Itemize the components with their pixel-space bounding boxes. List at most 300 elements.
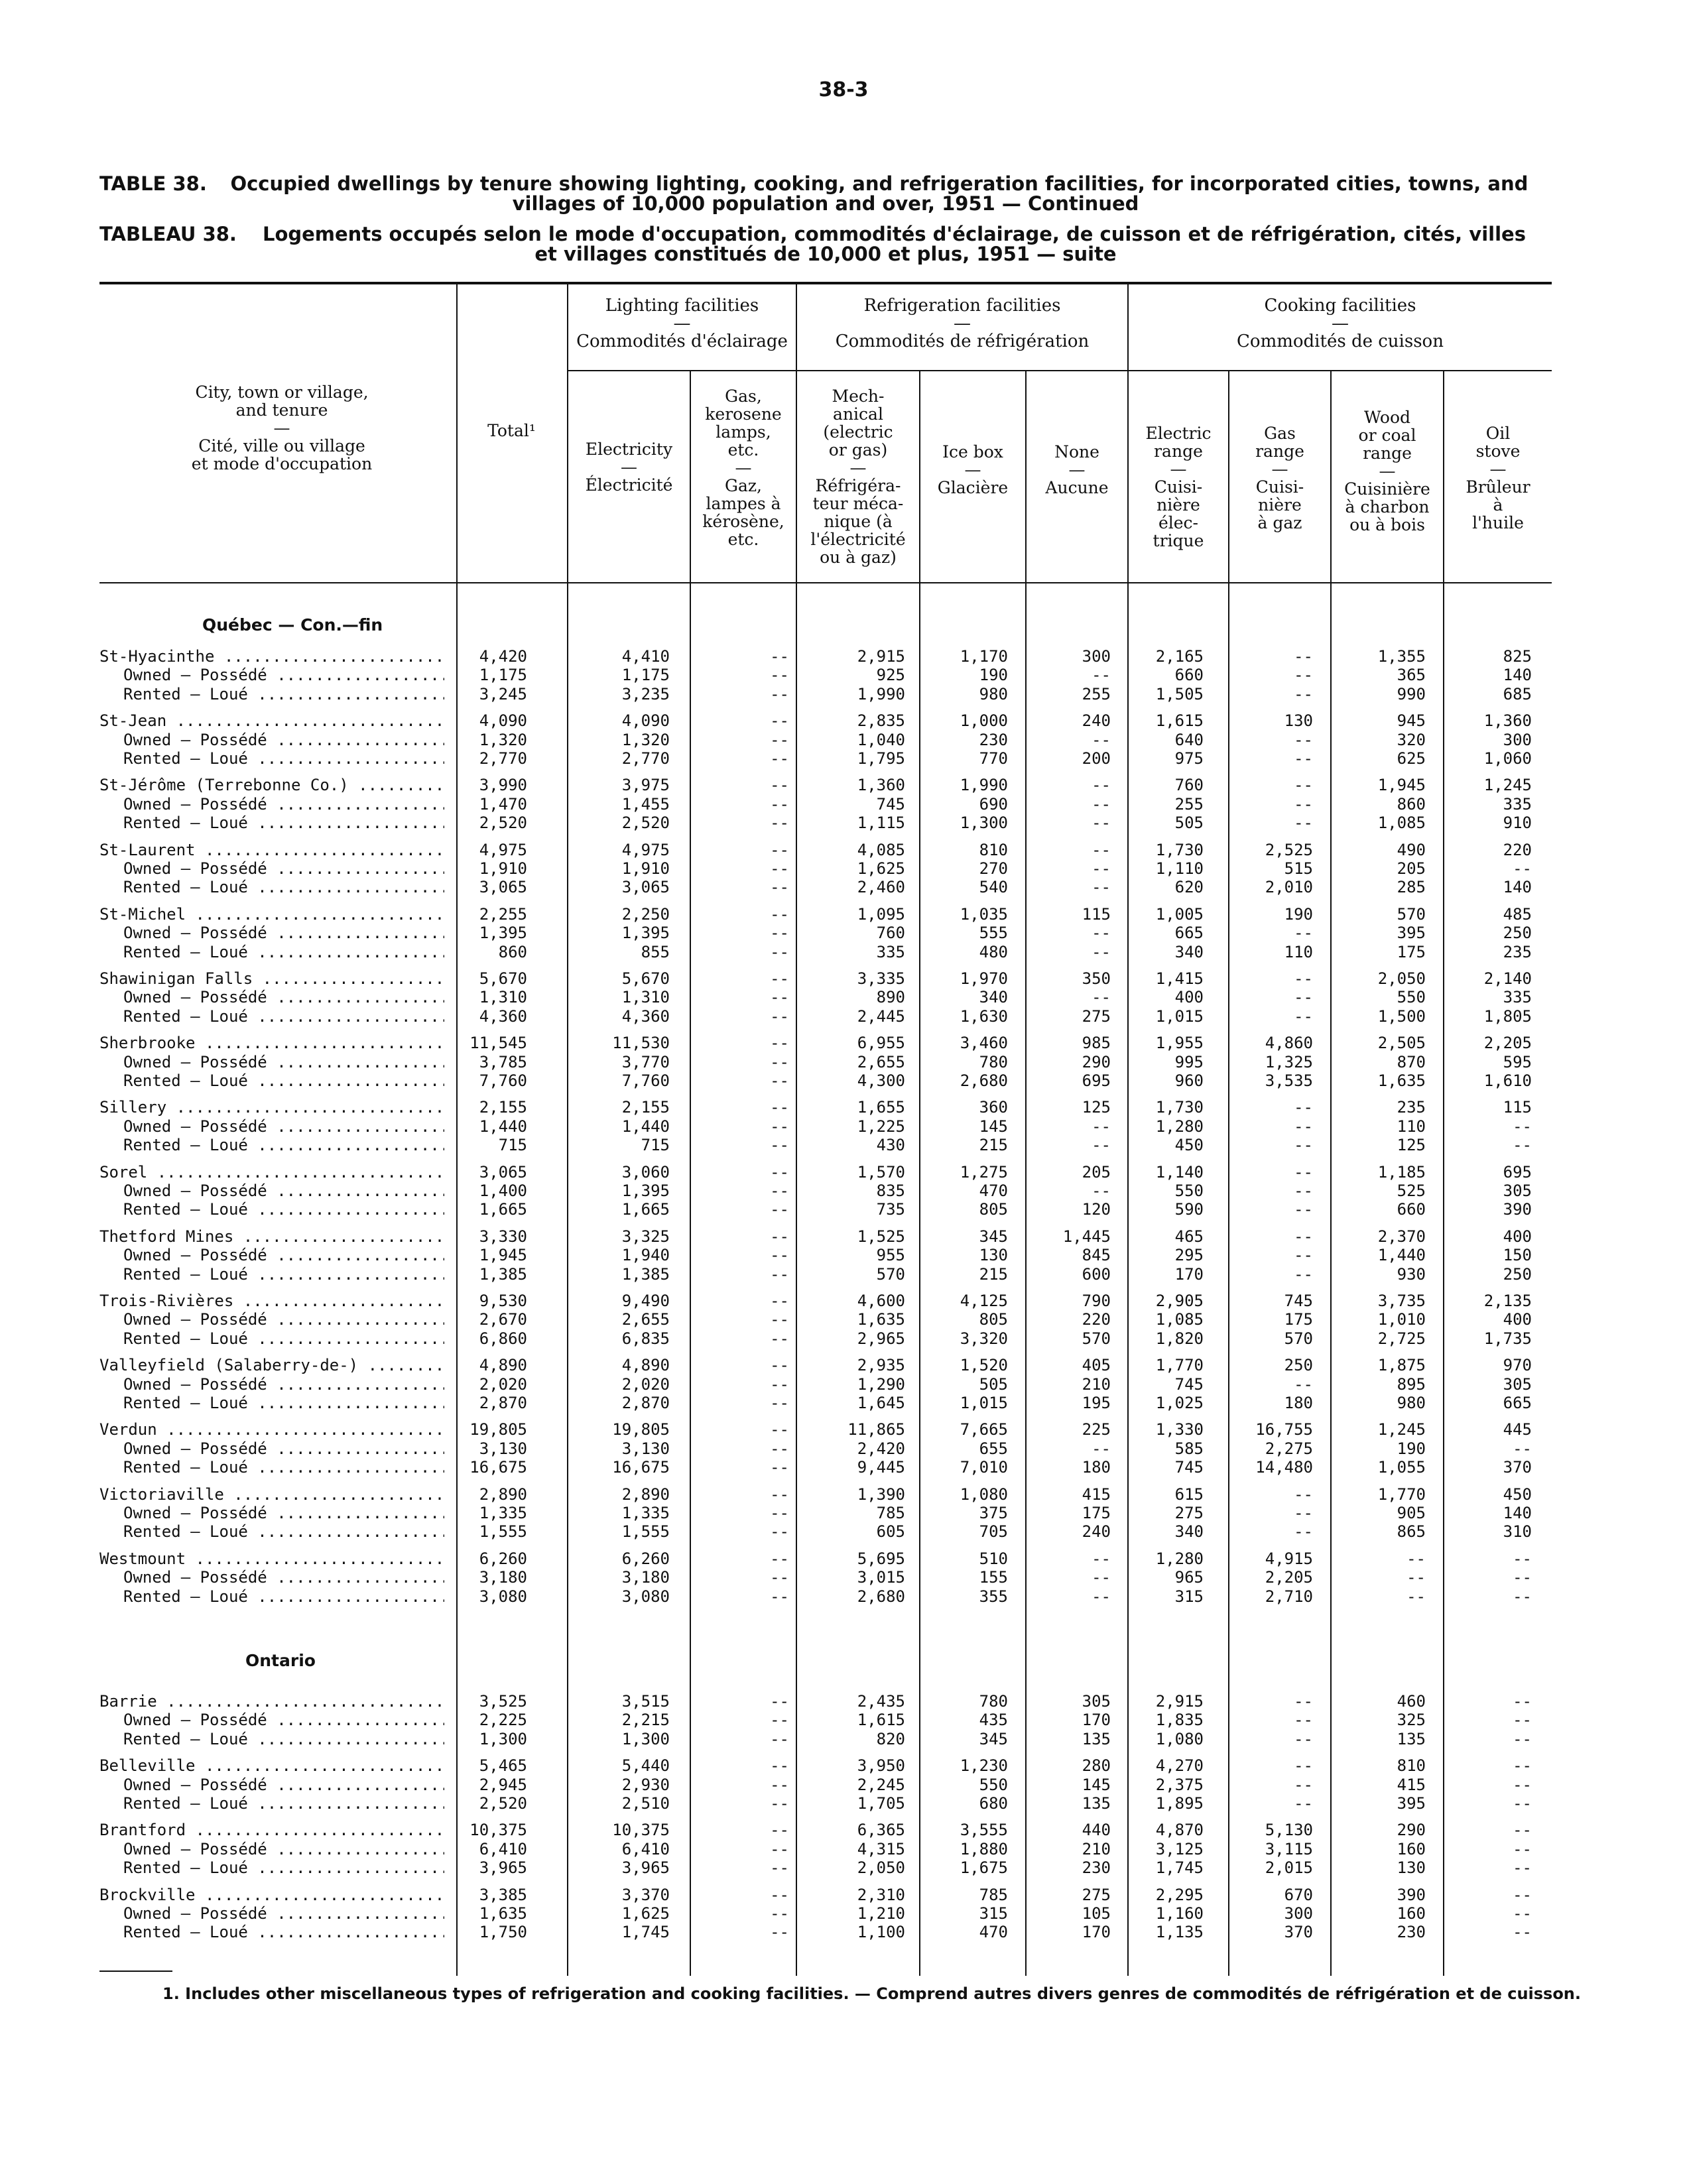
tenure-label: Rented — Loué .....	[99, 878, 444, 896]
none-cell: 570	[1082, 1329, 1111, 1348]
oil-stove-cell: 305	[1503, 1182, 1532, 1200]
tenure-label: Owned — Possédé .....	[99, 1053, 444, 1071]
gas-lamps-cell: --	[770, 1098, 789, 1117]
total-cell: 2,945	[479, 1776, 527, 1794]
electric-range-cell: 745	[1174, 1375, 1204, 1394]
electric-range-cell: 745	[1174, 1458, 1204, 1477]
electricity-cell: 2,655	[621, 1310, 670, 1329]
place-name: St-Michel .....	[99, 905, 444, 924]
tenure-label: Rented — Loué .....	[99, 1458, 444, 1477]
oil-stove-cell: 825	[1503, 647, 1532, 666]
total-cell: 1,440	[479, 1117, 527, 1136]
wood-coal-range-cell: 1,055	[1377, 1458, 1426, 1477]
wood-coal-range-cell: 570	[1397, 905, 1426, 924]
mechanical-cell: 2,935	[857, 1356, 905, 1374]
none-cell: 125	[1082, 1098, 1111, 1117]
none-cell: --	[1092, 814, 1111, 832]
wood-coal-range-cell: 110	[1397, 1117, 1426, 1136]
total-cell: 5,670	[479, 969, 527, 988]
electric-range-cell: 1,895	[1155, 1794, 1204, 1813]
ice-box-cell: 785	[979, 1886, 1008, 1904]
ice-box-cell: 1,230	[960, 1756, 1008, 1775]
gas-range-cell: 16,755	[1255, 1420, 1313, 1439]
wood-coal-range-cell: 1,875	[1377, 1356, 1426, 1374]
gas-lamps-cell: --	[770, 1071, 789, 1090]
ice-box-cell: 315	[979, 1904, 1008, 1923]
wood-coal-range-cell: 930	[1397, 1265, 1426, 1284]
electric-range-cell: 315	[1174, 1587, 1204, 1606]
mechanical-cell: 1,210	[857, 1904, 905, 1923]
wood-coal-range-cell: 2,505	[1377, 1034, 1426, 1052]
wood-coal-range-cell: 905	[1397, 1504, 1426, 1522]
mechanical-cell: 735	[876, 1200, 905, 1219]
oil-stove-cell: --	[1513, 1587, 1532, 1606]
total-cell: 3,065	[479, 878, 527, 896]
total-cell: 4,975	[479, 841, 527, 859]
total-cell: 3,965	[479, 1858, 527, 1877]
gas-range-cell: --	[1294, 988, 1313, 1006]
electric-range-cell: 995	[1174, 1053, 1204, 1071]
none-cell: 300	[1082, 647, 1111, 666]
mechanical-cell: 785	[876, 1504, 905, 1522]
table-row	[0, 1034, 1687, 1052]
electricity-cell: 1,440	[621, 1117, 670, 1136]
ice-box-cell: 1,035	[960, 905, 1008, 924]
place-name: Shawinigan Falls .....	[99, 969, 444, 988]
mechanical-cell: 335	[876, 943, 905, 961]
table-row	[0, 1568, 1687, 1587]
ice-box-cell: 1,970	[960, 969, 1008, 988]
electricity-cell: 11,530	[612, 1034, 670, 1052]
wood-coal-range-cell: 3,735	[1377, 1292, 1426, 1310]
none-cell: 200	[1082, 749, 1111, 768]
tenure-label: Owned — Possédé .....	[99, 1246, 444, 1264]
none-cell: --	[1092, 1549, 1111, 1568]
ice-box-cell: 780	[979, 1053, 1008, 1071]
ice-box-cell: 1,520	[960, 1356, 1008, 1374]
ice-box-cell: 130	[979, 1246, 1008, 1264]
page-number: 38-3	[818, 78, 869, 101]
gas-range-cell: 5,130	[1265, 1821, 1313, 1839]
electricity-cell: 4,410	[621, 647, 670, 666]
electricity-cell: 1,940	[621, 1246, 670, 1264]
total-cell: 19,805	[469, 1420, 527, 1439]
electricity-cell: 19,805	[612, 1420, 670, 1439]
wood-coal-range-cell: 990	[1397, 685, 1426, 703]
total-cell: 2,225	[479, 1711, 527, 1729]
total-cell: 2,155	[479, 1098, 527, 1117]
ice-box-cell: 1,170	[960, 647, 1008, 666]
none-cell: 135	[1082, 1794, 1111, 1813]
wood-coal-range-cell: 860	[1397, 795, 1426, 814]
total-cell: 2,255	[479, 905, 527, 924]
table-row	[0, 1886, 1687, 1904]
total-cell: 3,130	[479, 1439, 527, 1458]
electric-range-cell: 1,330	[1155, 1420, 1204, 1439]
place-name: Brockville .....	[99, 1886, 444, 1904]
mechanical-cell: 1,625	[857, 859, 905, 878]
electric-range-cell: 1,745	[1155, 1858, 1204, 1877]
wood-coal-range-cell: 1,085	[1377, 814, 1426, 832]
none-cell: 240	[1082, 711, 1111, 730]
table-row	[0, 1587, 1687, 1606]
wood-coal-range-cell: 190	[1397, 1439, 1426, 1458]
wood-coal-range-cell: 230	[1397, 1923, 1426, 1941]
oil-stove-cell: 450	[1503, 1485, 1532, 1504]
section-heading: Québec — Con.—fin	[202, 615, 383, 635]
none-cell: 210	[1082, 1840, 1111, 1858]
electric-range-cell: 1,135	[1155, 1923, 1204, 1941]
table-row	[0, 647, 1687, 666]
total-cell: 1,750	[479, 1923, 527, 1941]
table-row	[0, 1692, 1687, 1711]
table-row	[0, 1840, 1687, 1858]
total-cell: 4,090	[479, 711, 527, 730]
gas-range-cell: 3,535	[1265, 1071, 1313, 1090]
table-row	[0, 731, 1687, 749]
gas-range-cell: 2,010	[1265, 878, 1313, 896]
mechanical-cell: 1,100	[857, 1923, 905, 1941]
ice-box-cell: 1,000	[960, 711, 1008, 730]
gas-range-cell: 180	[1284, 1394, 1313, 1412]
electricity-cell: 3,235	[621, 685, 670, 703]
none-cell: 275	[1082, 1886, 1111, 1904]
electric-range-cell: 4,270	[1155, 1756, 1204, 1775]
electric-range-cell: 960	[1174, 1071, 1204, 1090]
table-row	[0, 1375, 1687, 1394]
none-cell: 305	[1082, 1692, 1111, 1711]
wood-coal-range-cell: 865	[1397, 1522, 1426, 1541]
electricity-cell: 1,335	[621, 1504, 670, 1522]
gas-lamps-cell: --	[770, 1136, 789, 1154]
gas-lamps-cell: --	[770, 1692, 789, 1711]
tenure-label: Owned — Possédé .....	[99, 795, 444, 814]
oil-stove-cell: --	[1513, 1821, 1532, 1839]
electricity-cell: 2,930	[621, 1776, 670, 1794]
gas-range-cell: --	[1294, 731, 1313, 749]
none-cell: 230	[1082, 1858, 1111, 1877]
wood-coal-range-cell: 1,440	[1377, 1246, 1426, 1264]
total-cell: 2,670	[479, 1310, 527, 1329]
oil-stove-cell: 2,140	[1483, 969, 1532, 988]
gas-lamps-cell: --	[770, 814, 789, 832]
ice-box-cell: 770	[979, 749, 1008, 768]
gas-lamps-cell: --	[770, 1568, 789, 1587]
electricity-cell: 5,670	[621, 969, 670, 988]
tenure-label: Owned — Possédé .....	[99, 1568, 444, 1587]
total-cell: 2,890	[479, 1485, 527, 1504]
ice-box-cell: 705	[979, 1522, 1008, 1541]
table-title-english	[99, 174, 1552, 213]
lighting-group-header: Lighting facilities — Commodités d'éclairage	[576, 296, 788, 351]
electricity-cell: 1,385	[621, 1265, 670, 1284]
wood-coal-range-cell: 550	[1397, 988, 1426, 1006]
title-french-line-2: et villages constitués de 10,000 et plus, 1951 — suite	[534, 243, 1117, 265]
gas-range-cell: --	[1294, 1007, 1313, 1026]
electricity-cell: 6,835	[621, 1329, 670, 1348]
mechanical-cell: 2,310	[857, 1886, 905, 1904]
ice-box-cell: 680	[979, 1794, 1008, 1813]
electricity-cell: 855	[641, 943, 670, 961]
oil-stove-cell: --	[1513, 1568, 1532, 1587]
oil-stove-cell: --	[1513, 1549, 1532, 1568]
gas-range-cell: 745	[1284, 1292, 1313, 1310]
none-cell: 210	[1082, 1375, 1111, 1394]
mechanical-cell: 1,390	[857, 1485, 905, 1504]
oil-stove-cell: --	[1513, 1904, 1532, 1923]
gas-range-cell: --	[1294, 969, 1313, 988]
electricity-cell: 1,395	[621, 1182, 670, 1200]
electric-range-cell: 1,415	[1155, 969, 1204, 988]
ice-box-cell: 2,680	[960, 1071, 1008, 1090]
oil-stove-cell: --	[1513, 1756, 1532, 1775]
none-cell: 105	[1082, 1904, 1111, 1923]
wood-coal-range-cell: 395	[1397, 924, 1426, 942]
header-bottom-rule	[99, 582, 1552, 583]
oil-stove-cell: 1,735	[1483, 1329, 1532, 1348]
gas-lamps-cell: --	[770, 1007, 789, 1026]
gas-lamps-cell: --	[770, 924, 789, 942]
wood-coal-range-cell: 205	[1397, 859, 1426, 878]
total-cell: 3,385	[479, 1886, 527, 1904]
mechanical-cell: 820	[876, 1730, 905, 1748]
gas-lamps-cell: --	[770, 1117, 789, 1136]
electric-range-cell: 2,915	[1155, 1692, 1204, 1711]
table-row	[0, 1182, 1687, 1200]
mechanical-cell: 2,050	[857, 1858, 905, 1877]
electric-range-cell: 340	[1174, 943, 1204, 961]
tenure-label: Owned — Possédé .....	[99, 1439, 444, 1458]
gas-range-cell: --	[1294, 924, 1313, 942]
electric-range-cell: 585	[1174, 1439, 1204, 1458]
oil-stove-cell: 595	[1503, 1053, 1532, 1071]
oil-stove-cell: 115	[1503, 1098, 1532, 1117]
gas-range-cell: --	[1294, 1246, 1313, 1264]
ice-box-cell: 1,990	[960, 776, 1008, 794]
electric-range-cell: 760	[1174, 776, 1204, 794]
table-row	[0, 1163, 1687, 1182]
ice-box-cell: 230	[979, 731, 1008, 749]
ice-box-cell: 555	[979, 924, 1008, 942]
mechanical-cell: 3,335	[857, 969, 905, 988]
mechanical-cell: 2,420	[857, 1439, 905, 1458]
tenure-label: Owned — Possédé .....	[99, 924, 444, 942]
table-row	[0, 1265, 1687, 1284]
place-name: St-Jérôme (Terrebonne Co.) .....	[99, 776, 444, 794]
oil-stove-cell: 1,060	[1483, 749, 1532, 768]
table-row	[0, 1522, 1687, 1541]
total-cell: 1,175	[479, 666, 527, 684]
ice-box-cell: 345	[979, 1227, 1008, 1246]
gas-lamps-cell: --	[770, 666, 789, 684]
none-cell: --	[1092, 1587, 1111, 1606]
total-cell: 7,760	[479, 1071, 527, 1090]
table-row	[0, 969, 1687, 988]
electricity-cell: 3,130	[621, 1439, 670, 1458]
wood-coal-range-cell: 945	[1397, 711, 1426, 730]
mechanical-cell: 2,655	[857, 1053, 905, 1071]
wood-coal-range-cell: 395	[1397, 1794, 1426, 1813]
table-row	[0, 1794, 1687, 1813]
total-cell: 1,385	[479, 1265, 527, 1284]
electricity-cell: 7,760	[621, 1071, 670, 1090]
gas-range-cell: --	[1294, 1375, 1313, 1394]
none-cell: 170	[1082, 1923, 1111, 1941]
total-cell: 6,260	[479, 1549, 527, 1568]
table-row	[0, 1485, 1687, 1504]
table-row	[0, 1756, 1687, 1775]
oil-stove-cell: --	[1513, 1711, 1532, 1729]
oil-stove-cell: 665	[1503, 1394, 1532, 1412]
oil-stove-cell: 370	[1503, 1458, 1532, 1477]
total-cell: 6,860	[479, 1329, 527, 1348]
mechanical-cell: 9,445	[857, 1458, 905, 1477]
total-cell: 1,635	[479, 1904, 527, 1923]
table-row	[0, 685, 1687, 703]
gas-lamps-cell: --	[770, 1485, 789, 1504]
electric-range-cell: 615	[1174, 1485, 1204, 1504]
mechanical-cell: 2,915	[857, 647, 905, 666]
none-cell: --	[1092, 795, 1111, 814]
mechanical-cell: 2,245	[857, 1776, 905, 1794]
ice-box-header: Ice box — Glacière	[937, 442, 1009, 497]
mechanical-cell: 745	[876, 795, 905, 814]
electric-range-cell: 660	[1174, 666, 1204, 684]
wood-coal-range-cell: --	[1406, 1587, 1426, 1606]
oil-stove-cell: 685	[1503, 685, 1532, 703]
gas-lamps-cell: --	[770, 1394, 789, 1412]
electricity-cell: 3,975	[621, 776, 670, 794]
gas-range-cell: --	[1294, 1182, 1313, 1200]
table-number-french: TABLEAU 38.	[99, 223, 237, 245]
gas-lamps-cell: --	[770, 988, 789, 1006]
gas-range-cell: 2,205	[1265, 1568, 1313, 1587]
ice-box-cell: 3,555	[960, 1821, 1008, 1839]
electric-range-cell: 1,820	[1155, 1329, 1204, 1348]
none-cell: --	[1092, 878, 1111, 896]
refrigeration-group-header: Refrigeration facilities — Commodités de réfrigération	[835, 296, 1090, 351]
wood-coal-range-cell: 390	[1397, 1886, 1426, 1904]
table-row	[0, 1098, 1687, 1117]
electricity-cell: 16,675	[612, 1458, 670, 1477]
electric-range-cell: 975	[1174, 749, 1204, 768]
oil-stove-cell: 390	[1503, 1200, 1532, 1219]
none-cell: 220	[1082, 1310, 1111, 1329]
tenure-label: Owned — Possédé .....	[99, 1310, 444, 1329]
electricity-cell: 715	[641, 1136, 670, 1154]
mechanical-cell: 570	[876, 1265, 905, 1284]
wood-coal-range-cell: 1,010	[1377, 1310, 1426, 1329]
oil-stove-cell: --	[1513, 859, 1532, 878]
tenure-label: Rented — Loué .....	[99, 943, 444, 961]
oil-stove-cell: --	[1513, 1136, 1532, 1154]
tenure-label: Rented — Loué .....	[99, 814, 444, 832]
table-row	[0, 1394, 1687, 1412]
gas-range-cell: --	[1294, 1692, 1313, 1711]
table-row	[0, 1504, 1687, 1522]
electric-range-cell: 2,905	[1155, 1292, 1204, 1310]
gas-lamps-cell: --	[770, 749, 789, 768]
gas-range-cell: --	[1294, 1136, 1313, 1154]
wood-coal-range-cell: 490	[1397, 841, 1426, 859]
none-cell: 1,445	[1062, 1227, 1111, 1246]
wood-coal-range-cell: 2,370	[1377, 1227, 1426, 1246]
mechanical-cell: 605	[876, 1522, 905, 1541]
wood-coal-range-cell: 160	[1397, 1840, 1426, 1858]
table-row	[0, 1227, 1687, 1246]
ice-box-cell: 215	[979, 1136, 1008, 1154]
none-cell: 255	[1082, 685, 1111, 703]
electric-range-cell: 400	[1174, 988, 1204, 1006]
mechanical-header: Mech- anical (electric or gas) — Réfrigéra- teur méca- nique (à l'électricité ou à gaz)	[810, 387, 906, 567]
oil-stove-cell: 910	[1503, 814, 1532, 832]
place-name: Brantford .....	[99, 1821, 444, 1839]
stub-header: City, town or village, and tenure — Cité, ville ou village et mode d'occupation	[191, 383, 373, 473]
gas-range-cell: --	[1294, 1794, 1313, 1813]
table-row	[0, 1904, 1687, 1923]
gas-range-cell: --	[1294, 776, 1313, 794]
place-name: Belleville .....	[99, 1756, 444, 1775]
electricity-cell: 1,395	[621, 924, 670, 942]
mechanical-cell: 1,115	[857, 814, 905, 832]
electricity-cell: 4,890	[621, 1356, 670, 1374]
electric-range-cell: 1,770	[1155, 1356, 1204, 1374]
mechanical-cell: 3,015	[857, 1568, 905, 1587]
electricity-cell: 2,520	[621, 814, 670, 832]
oil-stove-cell: 235	[1503, 943, 1532, 961]
electricity-cell: 1,455	[621, 795, 670, 814]
oil-stove-cell: 335	[1503, 988, 1532, 1006]
electricity-cell: 3,325	[621, 1227, 670, 1246]
wood-coal-range-cell: 320	[1397, 731, 1426, 749]
electric-range-cell: 1,615	[1155, 711, 1204, 730]
none-cell: 695	[1082, 1071, 1111, 1090]
table-row	[0, 795, 1687, 814]
table-row	[0, 924, 1687, 942]
wood-coal-range-cell: 660	[1397, 1200, 1426, 1219]
mechanical-cell: 11,865	[847, 1420, 905, 1439]
total-cell: 1,300	[479, 1730, 527, 1748]
mechanical-cell: 430	[876, 1136, 905, 1154]
none-cell: 405	[1082, 1356, 1111, 1374]
oil-stove-cell: 485	[1503, 905, 1532, 924]
wood-coal-range-cell: 1,185	[1377, 1163, 1426, 1182]
oil-stove-cell: 140	[1503, 666, 1532, 684]
table-row	[0, 1200, 1687, 1219]
gas-lamps-cell: --	[770, 1375, 789, 1394]
ice-box-cell: 355	[979, 1587, 1008, 1606]
electricity-cell: 5,440	[621, 1756, 670, 1775]
none-cell: 225	[1082, 1420, 1111, 1439]
electric-range-cell: 1,280	[1155, 1117, 1204, 1136]
place-name: Trois-Rivières .....	[99, 1292, 444, 1310]
gas-range-cell: 2,015	[1265, 1858, 1313, 1877]
tenure-label: Rented — Loué .....	[99, 1858, 444, 1877]
none-cell: --	[1092, 1568, 1111, 1587]
gas-lamps-cell: --	[770, 647, 789, 666]
oil-stove-cell: 220	[1503, 841, 1532, 859]
table-row	[0, 1420, 1687, 1439]
electricity-cell: 2,510	[621, 1794, 670, 1813]
place-name: Sorel .....	[99, 1163, 444, 1182]
gas-lamps-cell: --	[770, 878, 789, 896]
oil-stove-cell: --	[1513, 1117, 1532, 1136]
wood-coal-range-cell: 175	[1397, 943, 1426, 961]
gas-lamps-cell: --	[770, 1840, 789, 1858]
electricity-cell: 3,065	[621, 878, 670, 896]
electric-range-cell: 450	[1174, 1136, 1204, 1154]
total-cell: 1,470	[479, 795, 527, 814]
